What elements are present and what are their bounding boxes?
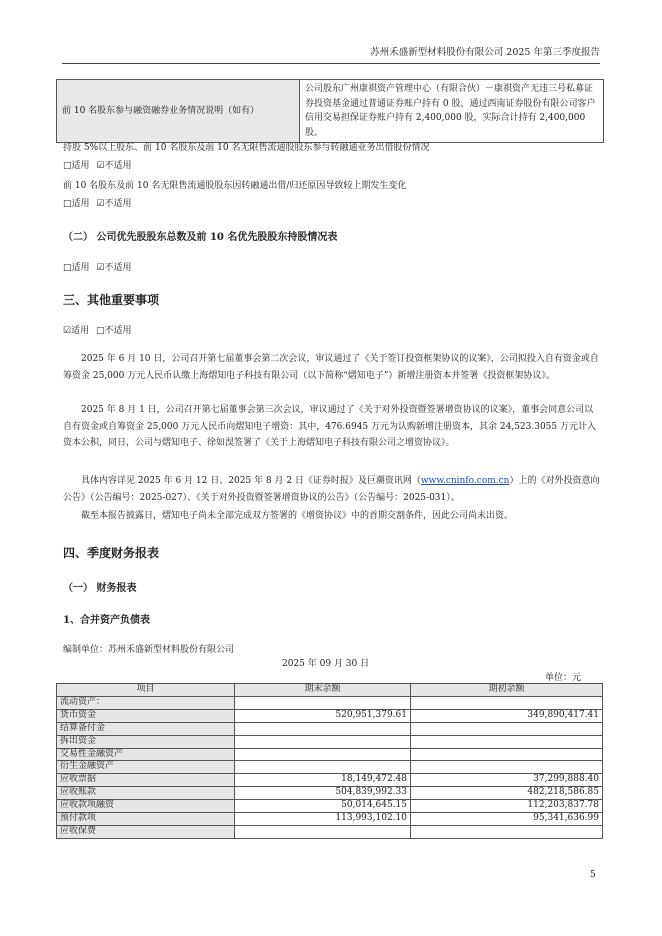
row-item-label: 流动资产： [57,696,235,709]
beginning-balance-cell: 112,203,837.78 [411,800,603,813]
option-applicable: □适用 [63,199,90,209]
balance-sheet-table [56,683,603,839]
table-row [57,774,603,787]
ending-balance-cell: 113,993,102.10 [235,813,411,826]
row-item-label: 应收票据 [57,774,235,787]
option-row-1 [63,158,135,171]
option-row-3 [63,260,135,273]
option-row-2 [63,196,135,209]
row-item-label: 应收账款 [57,787,235,800]
other-matters-heading: 三、其他重要事项 [63,293,160,307]
row-item-label: 预付款项 [57,813,235,826]
option-applicable-checked: ☑适用 [63,326,90,336]
financial-statements-subheading: （一） 财务报表 [63,583,137,594]
ending-balance-cell [235,735,411,748]
table-row [57,80,604,143]
table-row [57,800,603,813]
beginning-balance-cell [411,722,603,735]
paragraph-capital-increase: 2025 年 8 月 1 日，公司召开第七届董事会第三次会议，审议通过了《关于对外投资暨签署增资协议的议案》，董事会同意公司以自有资金或自筹资金 25,000 万元人民币向熠知电子增资：其中，476.6945 万元为认购新增注册资本，其余 24,523.3055 万元计入资本公积，同日，公司与熠知电子、徐如淏签署了《关于上海熠知电子科技有限公司之增资协议》。 [63,405,596,448]
margin-trading-table [56,79,604,143]
ending-balance-cell [235,825,411,838]
row-item-label: 应收款项融资 [57,800,235,813]
beginning-balance-cell: 482,218,586.85 [411,787,603,800]
row-item-label: 货币资金 [57,709,235,722]
header-divider [62,63,600,64]
ending-balance-cell [235,696,411,709]
table-row [57,735,603,748]
preparer-line: 编制单位：苏州禾盛新型材料股份有限公司 [63,645,235,655]
ending-balance-cell [235,722,411,735]
table-header-row [57,684,603,697]
table-row [57,748,603,761]
page-number: 5 [590,870,596,880]
row-item-label: 结算备付金 [57,722,235,735]
financial-statements-heading: 四、季度财务报表 [63,546,160,560]
refinancing-change-note: 前 10 名股东及前 10 名无限售流通股股东因转融通出借/归还原因导致较上期发生变化 [63,181,407,191]
ending-balance-cell: 504,839,992.33 [235,787,411,800]
row-item-label: 拆出资金 [57,735,235,748]
table-row [57,813,603,826]
option-not-applicable-checked: ☑不适用 [96,161,132,171]
paragraph-framework-agreement: 2025 年 6 月 10 日，公司召开第七届董事会第二次会议，审议通过了《关于签订投资框架协议的议案》，公司拟投入自有资金或自筹资金 25,000 万元人民币认缴上海熠知电子科技有限公司（以下简称“熠知电子”）新增注册资本并签署《投资框架协议》。 [63,354,599,381]
ending-balance-cell [235,761,411,774]
ending-balance-cell: 50,014,645.15 [235,800,411,813]
beginning-balance-cell: 349,890,417.41 [411,709,603,722]
option-not-applicable-checked: ☑不适用 [96,263,132,273]
table-row [57,696,603,709]
beginning-balance-cell [411,696,603,709]
unit-label: 单位：元 [545,673,582,683]
column-header-ending-balance: 期末余额 [235,684,411,697]
column-header-beginning-balance: 期初余额 [411,684,603,697]
statement-date: 2025 年 09 月 30 日 [282,659,370,669]
beginning-balance-cell [411,748,603,761]
refinancing-lending-note: 持股 5%以上股东、前 10 名股东及前 10 名无限售流通股股东参与转融通业务出借股份情况 [63,143,430,153]
table-row [57,761,603,774]
paragraph-status: 截至本报告披露日，熠知电子尚未全部完成双方签署的《增资协议》中的首期交割条件，因此公司尚未出资。 [81,511,514,521]
table-row [57,825,603,838]
option-applicable: □适用 [63,263,90,273]
preferred-shareholders-heading: （二） 公司优先股股东总数及前 10 名优先股股东持股情况表 [63,232,338,243]
margin-trading-content: 公司股东广州康祺资产管理中心（有限合伙）－康祺资产无违三号私募证券投资基金通过普通证券账户持有 0 股，通过西南证券股份有限公司客户信用交易担保证券账户持有 2,400,000 股，实际合计持有 2,400,000 股。 [300,80,604,143]
table-row [57,722,603,735]
table-row [57,787,603,800]
table-row [57,709,603,722]
cninfo-link[interactable]: www.cninfo.com.cn [420,476,510,486]
option-applicable: □适用 [63,161,90,171]
ending-balance-cell: 520,951,379.61 [235,709,411,722]
option-not-applicable-checked: ☑不适用 [96,199,132,209]
row-item-label: 应收保费 [57,825,235,838]
column-header-item: 项目 [57,684,235,697]
row-item-label: 交易性金融资产 [57,748,235,761]
row-item-label: 衍生金融资产 [57,761,235,774]
beginning-balance-cell: 37,299,888.40 [411,774,603,787]
report-header: 苏州禾盛新型材料股份有限公司 2025 年第三季度报告 [370,47,600,58]
beginning-balance-cell: 95,341,636.99 [411,813,603,826]
balance-sheet-heading: 1、合并资产负债表 [63,615,150,626]
margin-trading-label: 前 10 名股东参与融资融券业务情况说明（如有） [57,80,300,143]
paragraph-disclosure-reference: 具体内容详见 2025 年 6 月 12 日、2025 年 8 月 2 日《证券时报》及巨潮资讯网（www.cninfo.com.cn）上的《对外投资意向公告》（公告编号：2025-027）、《关于对外投资暨签署增资协议的公告》（公告编号：2025-031）。 [63,476,600,503]
beginning-balance-cell [411,825,603,838]
ending-balance-cell [235,748,411,761]
beginning-balance-cell [411,735,603,748]
option-not-applicable: □不适用 [95,326,132,336]
option-row-4 [63,323,135,336]
ending-balance-cell: 18,149,472.48 [235,774,411,787]
beginning-balance-cell [411,761,603,774]
